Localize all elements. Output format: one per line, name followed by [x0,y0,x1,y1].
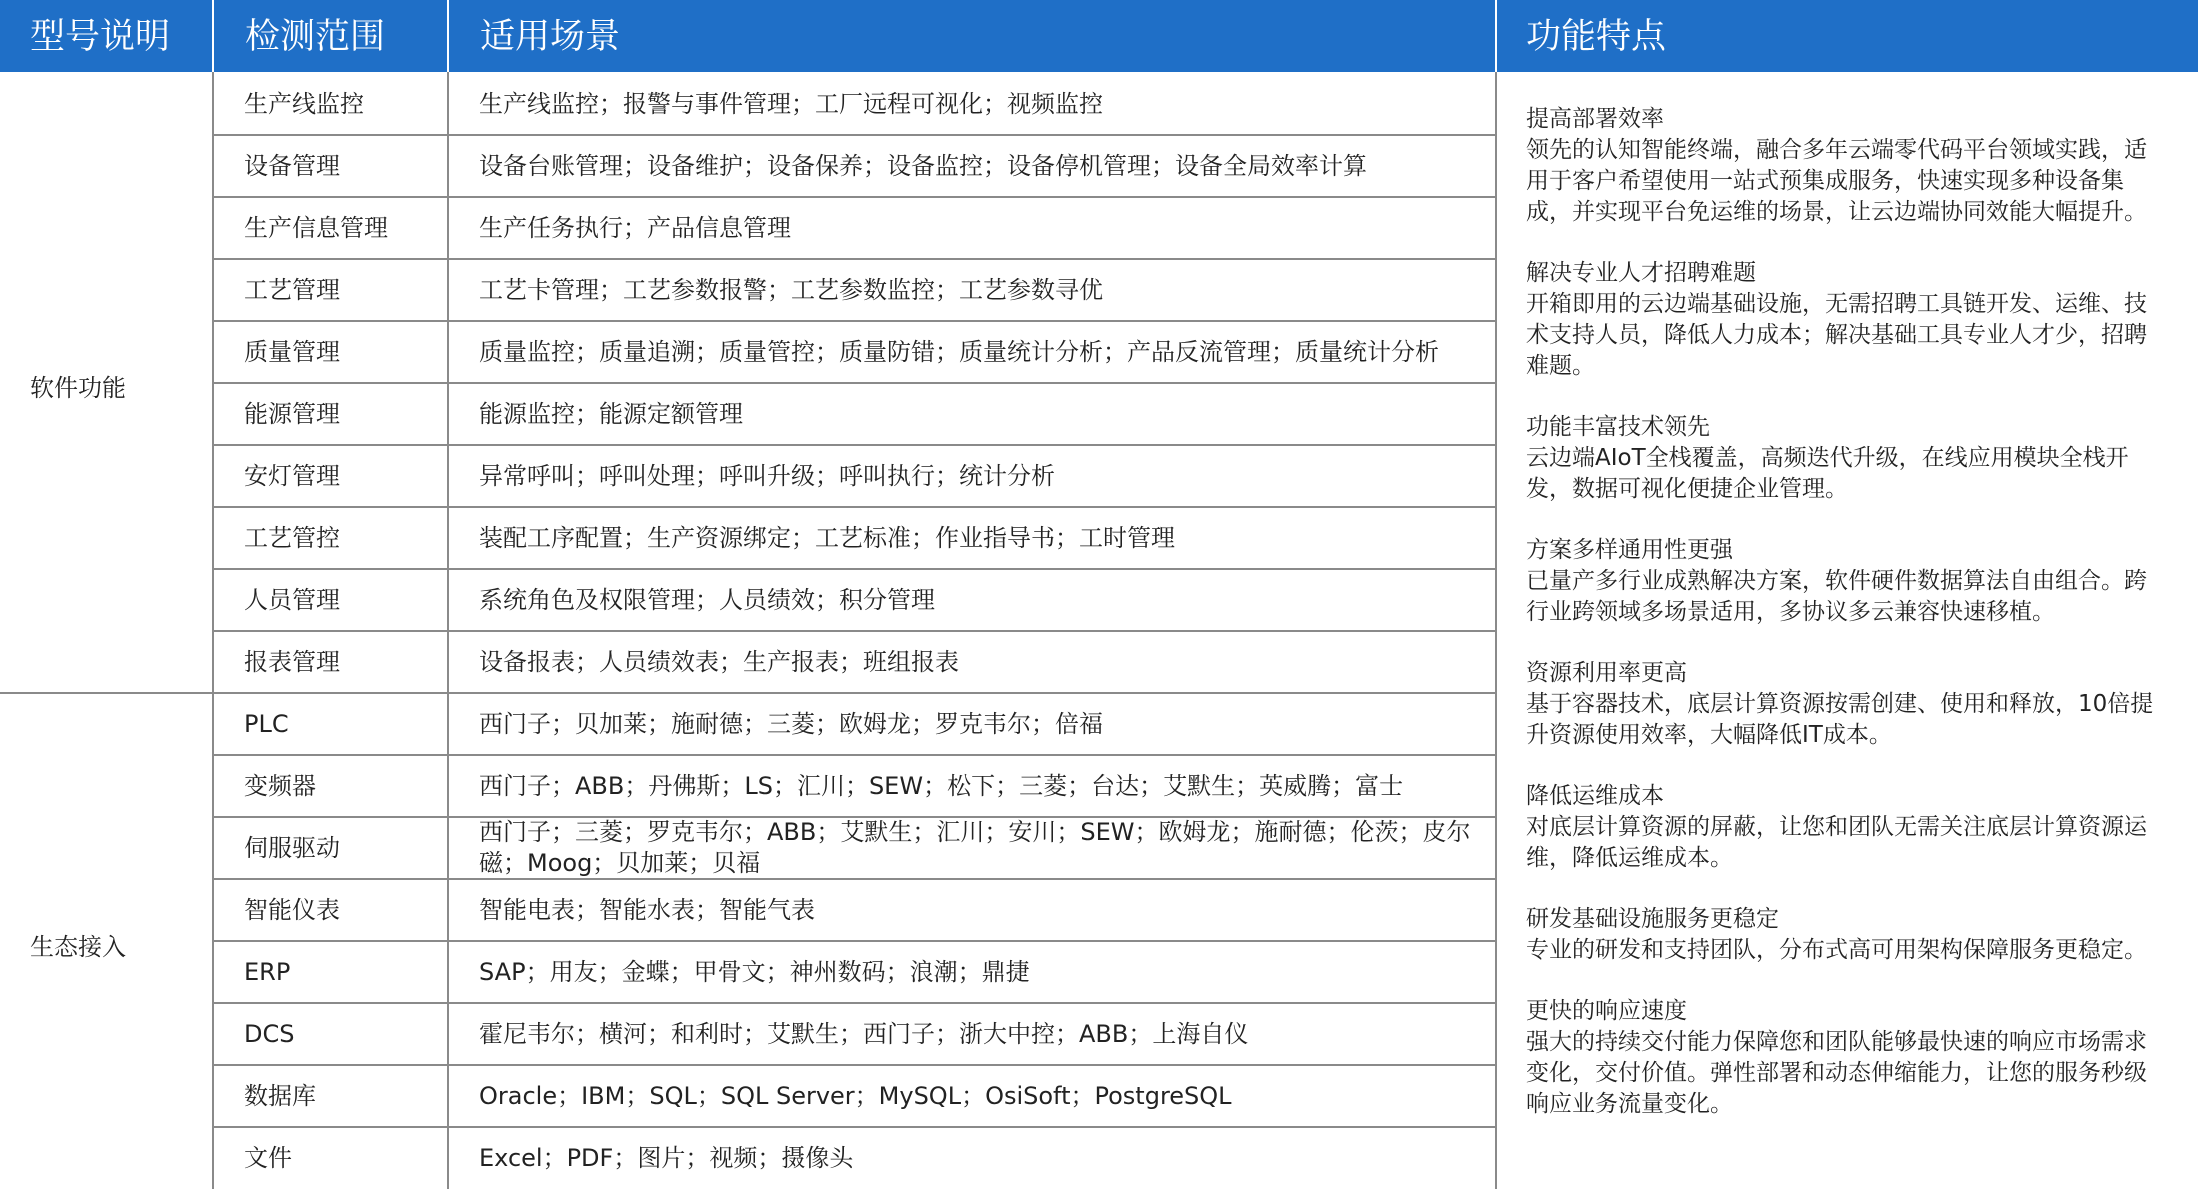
feature-title: 研发基础设施服务更稳定 [1526,906,1779,932]
feature-title: 功能丰富技术领先 [1526,414,1710,440]
range-cell: 质量管理 [244,338,340,366]
feature-desc: 对底层计算资源的屏蔽，让您和团队无需关注底层计算资源运 维，降低运维成本。 [1526,814,2147,871]
feature-title: 资源利用率更高 [1526,660,1687,686]
scene-cell: 磁；Moog；贝加莱；贝福 [479,849,761,877]
header-features: 功能特点 [1526,17,1667,57]
range-cell: 工艺管理 [244,276,340,304]
feature-desc: 专业的研发和支持团队，分布式高可用架构保障服务更稳定。 [1526,937,2147,963]
range-cell: 能源管理 [244,400,340,428]
scene-cell: 工艺卡管理；工艺参数报警；工艺参数监控；工艺参数寻优 [479,276,1103,304]
range-cell: 文件 [244,1144,292,1172]
header-divider [447,0,449,72]
scene-cell: 系统角色及权限管理；人员绩效；积分管理 [479,586,935,614]
row-divider [212,940,1497,942]
range-cell: 生产线监控 [244,90,364,118]
category-software: 软件功能 [30,374,126,402]
feature-title: 提高部署效率 [1526,106,1664,132]
range-cell: 人员管理 [244,586,340,614]
row-divider [212,630,1497,632]
range-cell: 智能仪表 [244,896,340,924]
range-cell: 工艺管控 [244,524,340,552]
scene-cell: 霍尼韦尔；横河；和利时；艾默生；西门子；浙大中控；ABB；上海自仪 [479,1020,1249,1048]
scene-cell: Excel；PDF；图片；视频；摄像头 [479,1144,854,1172]
row-divider [212,1002,1497,1004]
scene-cell: 异常呼叫；呼叫处理；呼叫升级；呼叫执行；统计分析 [479,462,1055,490]
range-cell: ERP [244,958,291,986]
header-divider [1495,0,1497,72]
feature-block [1526,104,2176,228]
header-model: 型号说明 [30,17,171,57]
scene-cell: 西门子；ABB；丹佛斯；LS；汇川；SEW；松下；三菱；台达；艾默生；英威腾；富士 [479,772,1404,800]
feature-title: 更快的响应速度 [1526,998,1687,1024]
range-cell: 报表管理 [244,648,340,676]
range-cell: 伺服驱动 [244,834,340,862]
row-divider [212,568,1497,570]
feature-block [1526,658,2176,751]
feature-title: 降低运维成本 [1526,783,1664,809]
range-cell: 数据库 [244,1082,316,1110]
row-divider [212,1126,1497,1128]
row-divider [212,320,1497,322]
scene-cell: 智能电表；智能水表；智能气表 [479,896,815,924]
feature-title: 解决专业人才招聘难题 [1526,260,1756,286]
row-divider [212,506,1497,508]
range-cell: 安灯管理 [244,462,340,490]
feature-desc: 已量产多行业成熟解决方案，软件硬件数据算法自由组合。跨 行业跨领域多场景适用，多协议多云兼容快速移植。 [1526,568,2147,625]
feature-block [1526,258,2176,382]
scene-cell: 装配工序配置；生产资源绑定；工艺标准；作业指导书；工时管理 [479,524,1175,552]
feature-block [1526,996,2176,1120]
row-divider [212,196,1497,198]
row-divider [212,878,1497,880]
table-header [0,0,2198,72]
scene-cell: Oracle；IBM；SQL；SQL Server；MySQL；OsiSoft；PostgreSQL [479,1082,1232,1110]
range-cell: 设备管理 [244,152,340,180]
row-divider [0,692,1497,694]
row-divider [212,1064,1497,1066]
category-ecosystem: 生态接入 [30,933,126,961]
feature-desc: 强大的持续交付能力保障您和团队能够最快速的响应市场需求 变化，交付价值。弹性部署和动态伸缩能力，让您的服务秒级 响应业务流量变化。 [1526,1029,2147,1117]
features-column [1526,104,2176,1150]
feature-desc: 云边端AIoT全栈覆盖，高频迭代升级，在线应用模块全栈开 发，数据可视化便捷企业管理。 [1526,445,2129,502]
scene-cell: 设备台账管理；设备维护；设备保养；设备监控；设备停机管理；设备全局效率计算 [479,152,1367,180]
row-divider [212,134,1497,136]
feature-block [1526,904,2176,966]
scene-cell: 西门子；贝加莱；施耐德；三菱；欧姆龙；罗克韦尔；倍福 [479,710,1103,738]
row-divider [212,382,1497,384]
row-divider [212,444,1497,446]
feature-desc: 基于容器技术，底层计算资源按需创建、使用和释放，10倍提 升资源使用效率，大幅降低IT成本。 [1526,691,2154,748]
range-cell: PLC [244,710,289,738]
range-cell: DCS [244,1020,295,1048]
scene-cell: SAP；用友；金蝶；甲骨文；神州数码；浪潮；鼎捷 [479,958,1030,986]
scene-cell: 生产线监控；报警与事件管理；工厂远程可视化；视频监控 [479,90,1103,118]
feature-block [1526,781,2176,874]
row-divider [212,754,1497,756]
range-cell: 生产信息管理 [244,214,388,242]
scene-cell: 设备报表；人员绩效表；生产报表；班组报表 [479,648,959,676]
header-range: 检测范围 [245,17,386,57]
scene-cell: 能源监控；能源定额管理 [479,400,743,428]
scene-cell: 质量监控；质量追溯；质量管控；质量防错；质量统计分析；产品反流管理；质量统计分析 [479,338,1439,366]
feature-desc: 开箱即用的云边端基础设施，无需招聘工具链开发、运维、技 术支持人员，降低人力成本；解决基础工具专业人才少，招聘 难题。 [1526,291,2147,379]
header-scene: 适用场景 [480,17,621,57]
row-divider [212,258,1497,260]
range-cell: 变频器 [244,772,316,800]
feature-block [1526,412,2176,505]
feature-title: 方案多样通用性更强 [1526,537,1733,563]
scene-cell: 生产任务执行；产品信息管理 [479,214,791,242]
scene-cell: 西门子；三菱；罗克韦尔；ABB；艾默生；汇川；安川；SEW；欧姆龙；施耐德；伦茨；皮尔 [479,818,1471,846]
header-divider [212,0,214,72]
feature-desc: 领先的认知智能终端，融合多年云端零代码平台领域实践，适 用于客户希望使用一站式预集成服务，快速实现多种设备集 成，并实现平台免运维的场景，让云边端协同效能大幅提升。 [1526,137,2147,225]
feature-block [1526,535,2176,628]
